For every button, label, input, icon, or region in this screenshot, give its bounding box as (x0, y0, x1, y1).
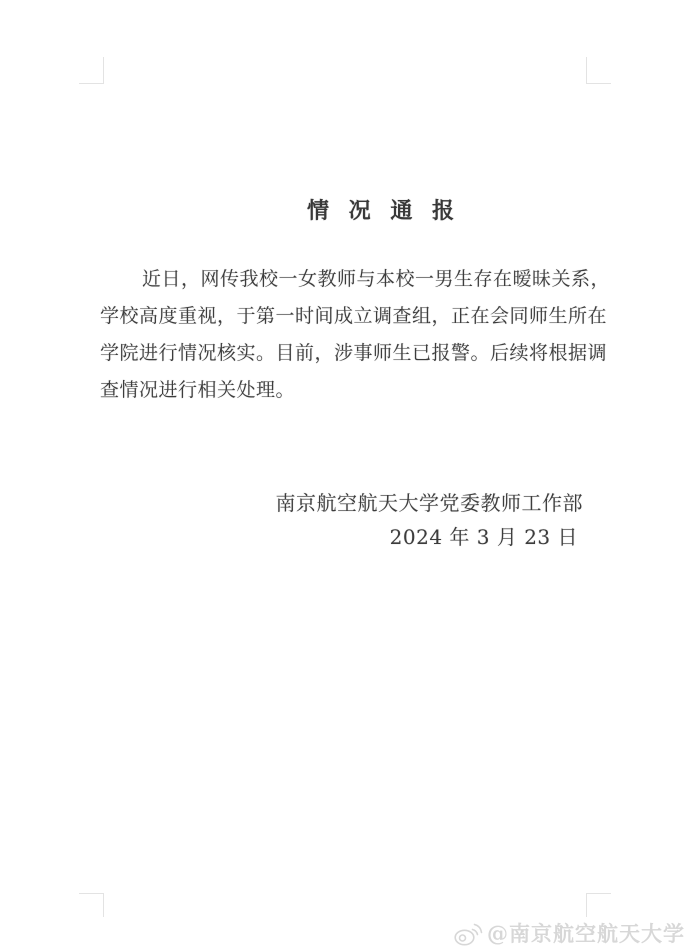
crop-mark-bottom-right (586, 893, 611, 917)
crop-mark-top-left (79, 57, 104, 84)
body-line-2: 学校高度重视，于第一时间成立调查组，正在会同师生所在 (100, 305, 608, 327)
notice-date: 2024 年 3 月 23 日 (389, 525, 578, 549)
notice-title: 情 况 通 报 (307, 198, 460, 224)
body-line-4: 查情况进行相关处理。 (100, 379, 296, 401)
crop-mark-top-right (586, 57, 611, 84)
weibo-watermark (453, 918, 685, 948)
watermark-text: @南京航空航天大学 (487, 921, 685, 946)
issuing-department-signature: 南京航空航天大学党委教师工作部 (275, 491, 583, 515)
weibo-icon (453, 920, 483, 947)
body-line-3: 学院进行情况核实。目前，涉事师生已报警。后续将根据调 (100, 342, 608, 364)
crop-mark-bottom-left (79, 893, 104, 917)
body-line-1: 近日，网传我校一女教师与本校一男生存在暧昧关系， (142, 268, 611, 290)
